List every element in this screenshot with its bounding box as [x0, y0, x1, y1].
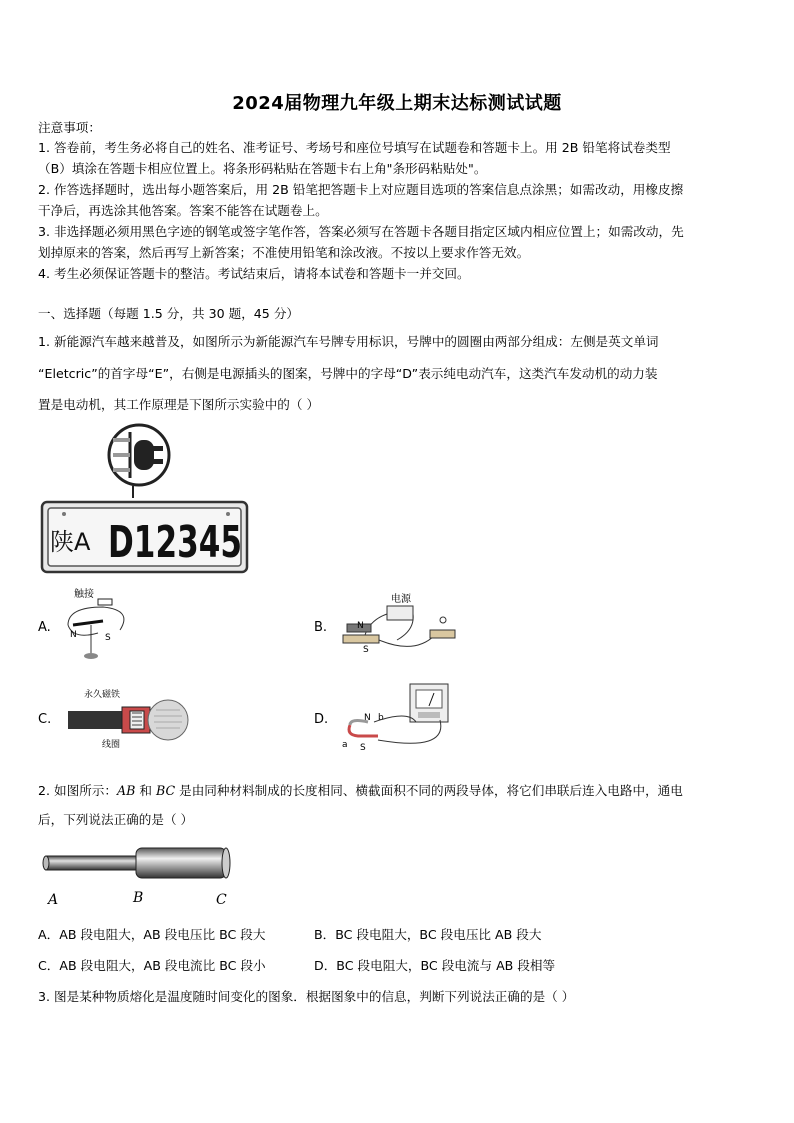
- fig-d-a-label: a: [342, 740, 348, 750]
- q1-option-a-label: A.: [38, 620, 51, 635]
- conductor-label-a: A: [48, 892, 59, 908]
- conductor-bc: [136, 848, 226, 878]
- fig-b-power-label: 电源: [391, 594, 411, 605]
- q2-line-1-pre: 2. 如图所示：: [38, 783, 117, 798]
- fig-c-coil-label: 线圈: [102, 740, 121, 750]
- notice-line-7: 4. 考生必须保证答题卡的整洁。考试结束后，请将本试卷和答题卡一并交回。: [38, 266, 470, 281]
- fig-d-s-label: S: [360, 743, 366, 753]
- q2-and: 和: [135, 783, 156, 798]
- fig-a-s-label: S: [105, 633, 111, 643]
- q2-option-c: C．AB 段电阻大，AB 段电流比 BC 段小: [38, 958, 266, 973]
- notice-line-3: 2. 作答选择题时，选出每小题答案后，用 2B 铅笔把答题卡上对应题目选项的答案信息点涂黑；如需改动，用橡皮擦: [38, 182, 684, 197]
- conductor-label-c: C: [216, 892, 227, 908]
- fig-d-b-label: b: [378, 713, 384, 723]
- plate-province: 陕A: [50, 528, 91, 556]
- q2-bc: BC: [155, 783, 176, 798]
- fig-a-contact-label: 触接: [74, 589, 94, 600]
- license-plate-figure: [38, 420, 253, 578]
- notice-line-4: 干净后，再选涂其他答案。答案不能答在试题卷上。: [38, 203, 328, 218]
- q1-option-b-label: B.: [314, 620, 328, 635]
- page-title: 2024届物理九年级上期末达标测试试题: [232, 93, 562, 114]
- ev-logo-icon: [109, 425, 169, 498]
- q2-line-1-post: 是由同种材料制成的长度相同、横截面积不同的两段导体，将它们串联后连入电路中，通电: [175, 783, 683, 798]
- fig-a-n-label: N: [70, 630, 77, 640]
- notice-heading: 注意事项：: [38, 120, 101, 135]
- q2-option-b: B．BC 段电阻大，BC 段电压比 AB 段大: [314, 927, 542, 942]
- fig-d-n-label: N: [364, 713, 371, 723]
- q1-figure-a: [58, 585, 138, 670]
- notice-line-6: 划掉原来的答案，然后再写上新答案；不准使用铅笔和涂改液。不按以上要求作答无效。: [38, 245, 530, 260]
- section-heading: 一、选择题（每题 1.5 分，共 30 题，45 分）: [38, 306, 300, 321]
- conductor-figure: [38, 842, 238, 910]
- q1-option-c-label: C.: [38, 712, 52, 727]
- q1-figure-d: [338, 680, 458, 755]
- conductor-ab: [46, 856, 144, 870]
- fig-c-magnet-label: 永久磁铁: [84, 690, 121, 700]
- q1-line-1: 1. 新能源汽车越来越普及，如图所示为新能源汽车号牌专用标识，号牌中的圆圈由两部分组成：左侧是英文单词: [38, 334, 659, 349]
- q2-ab: AB: [117, 783, 136, 798]
- q1-line-2: “Eletcric”的首字母“E”，右侧是电源插头的图案，号牌中的字母“D”表示纯电动汽车，这类汽车发动机的动力装: [38, 366, 658, 381]
- notice-line-1: 1. 答卷前，考生务必将自己的姓名、准考证号、考场号和座位号填写在试题卷和答题卡上。用 2B 铅笔将试卷类型: [38, 140, 671, 155]
- conductor-label-b: B: [133, 890, 144, 906]
- q1-figure-c: [62, 685, 192, 750]
- fig-b-n-label: N: [357, 621, 364, 631]
- q2-option-d: D．BC 段电阻大，BC 段电流与 AB 段相等: [314, 958, 556, 973]
- fig-b-s-label: S: [363, 645, 369, 655]
- q3-line-1: 3. 图是某种物质熔化是温度随时间变化的图象．根据图象中的信息，判断下列说法正确的是（ ）: [38, 989, 575, 1004]
- q1-figure-b: [335, 590, 465, 655]
- q2-line-2: 后，下列说法正确的是（ ）: [38, 812, 194, 827]
- notice-line-5: 3. 非选择题必须用黑色字迹的钢笔或签字笔作答，答案必须写在答题卡各题目指定区域内相应位置上；如需改动，先: [38, 224, 684, 239]
- notice-line-2: （B）填涂在答题卡相应位置上。将条形码粘贴在答题卡右上角"条形码粘贴处"。: [38, 161, 487, 176]
- plate-number: D12345: [108, 517, 242, 568]
- q1-option-d-label: D.: [314, 712, 329, 727]
- q2-option-a: A．AB 段电阻大，AB 段电压比 BC 段大: [38, 927, 266, 942]
- q1-line-3: 置是电动机，其工作原理是下图所示实验中的（ ）: [38, 397, 320, 412]
- q2-line-1: [38, 780, 683, 799]
